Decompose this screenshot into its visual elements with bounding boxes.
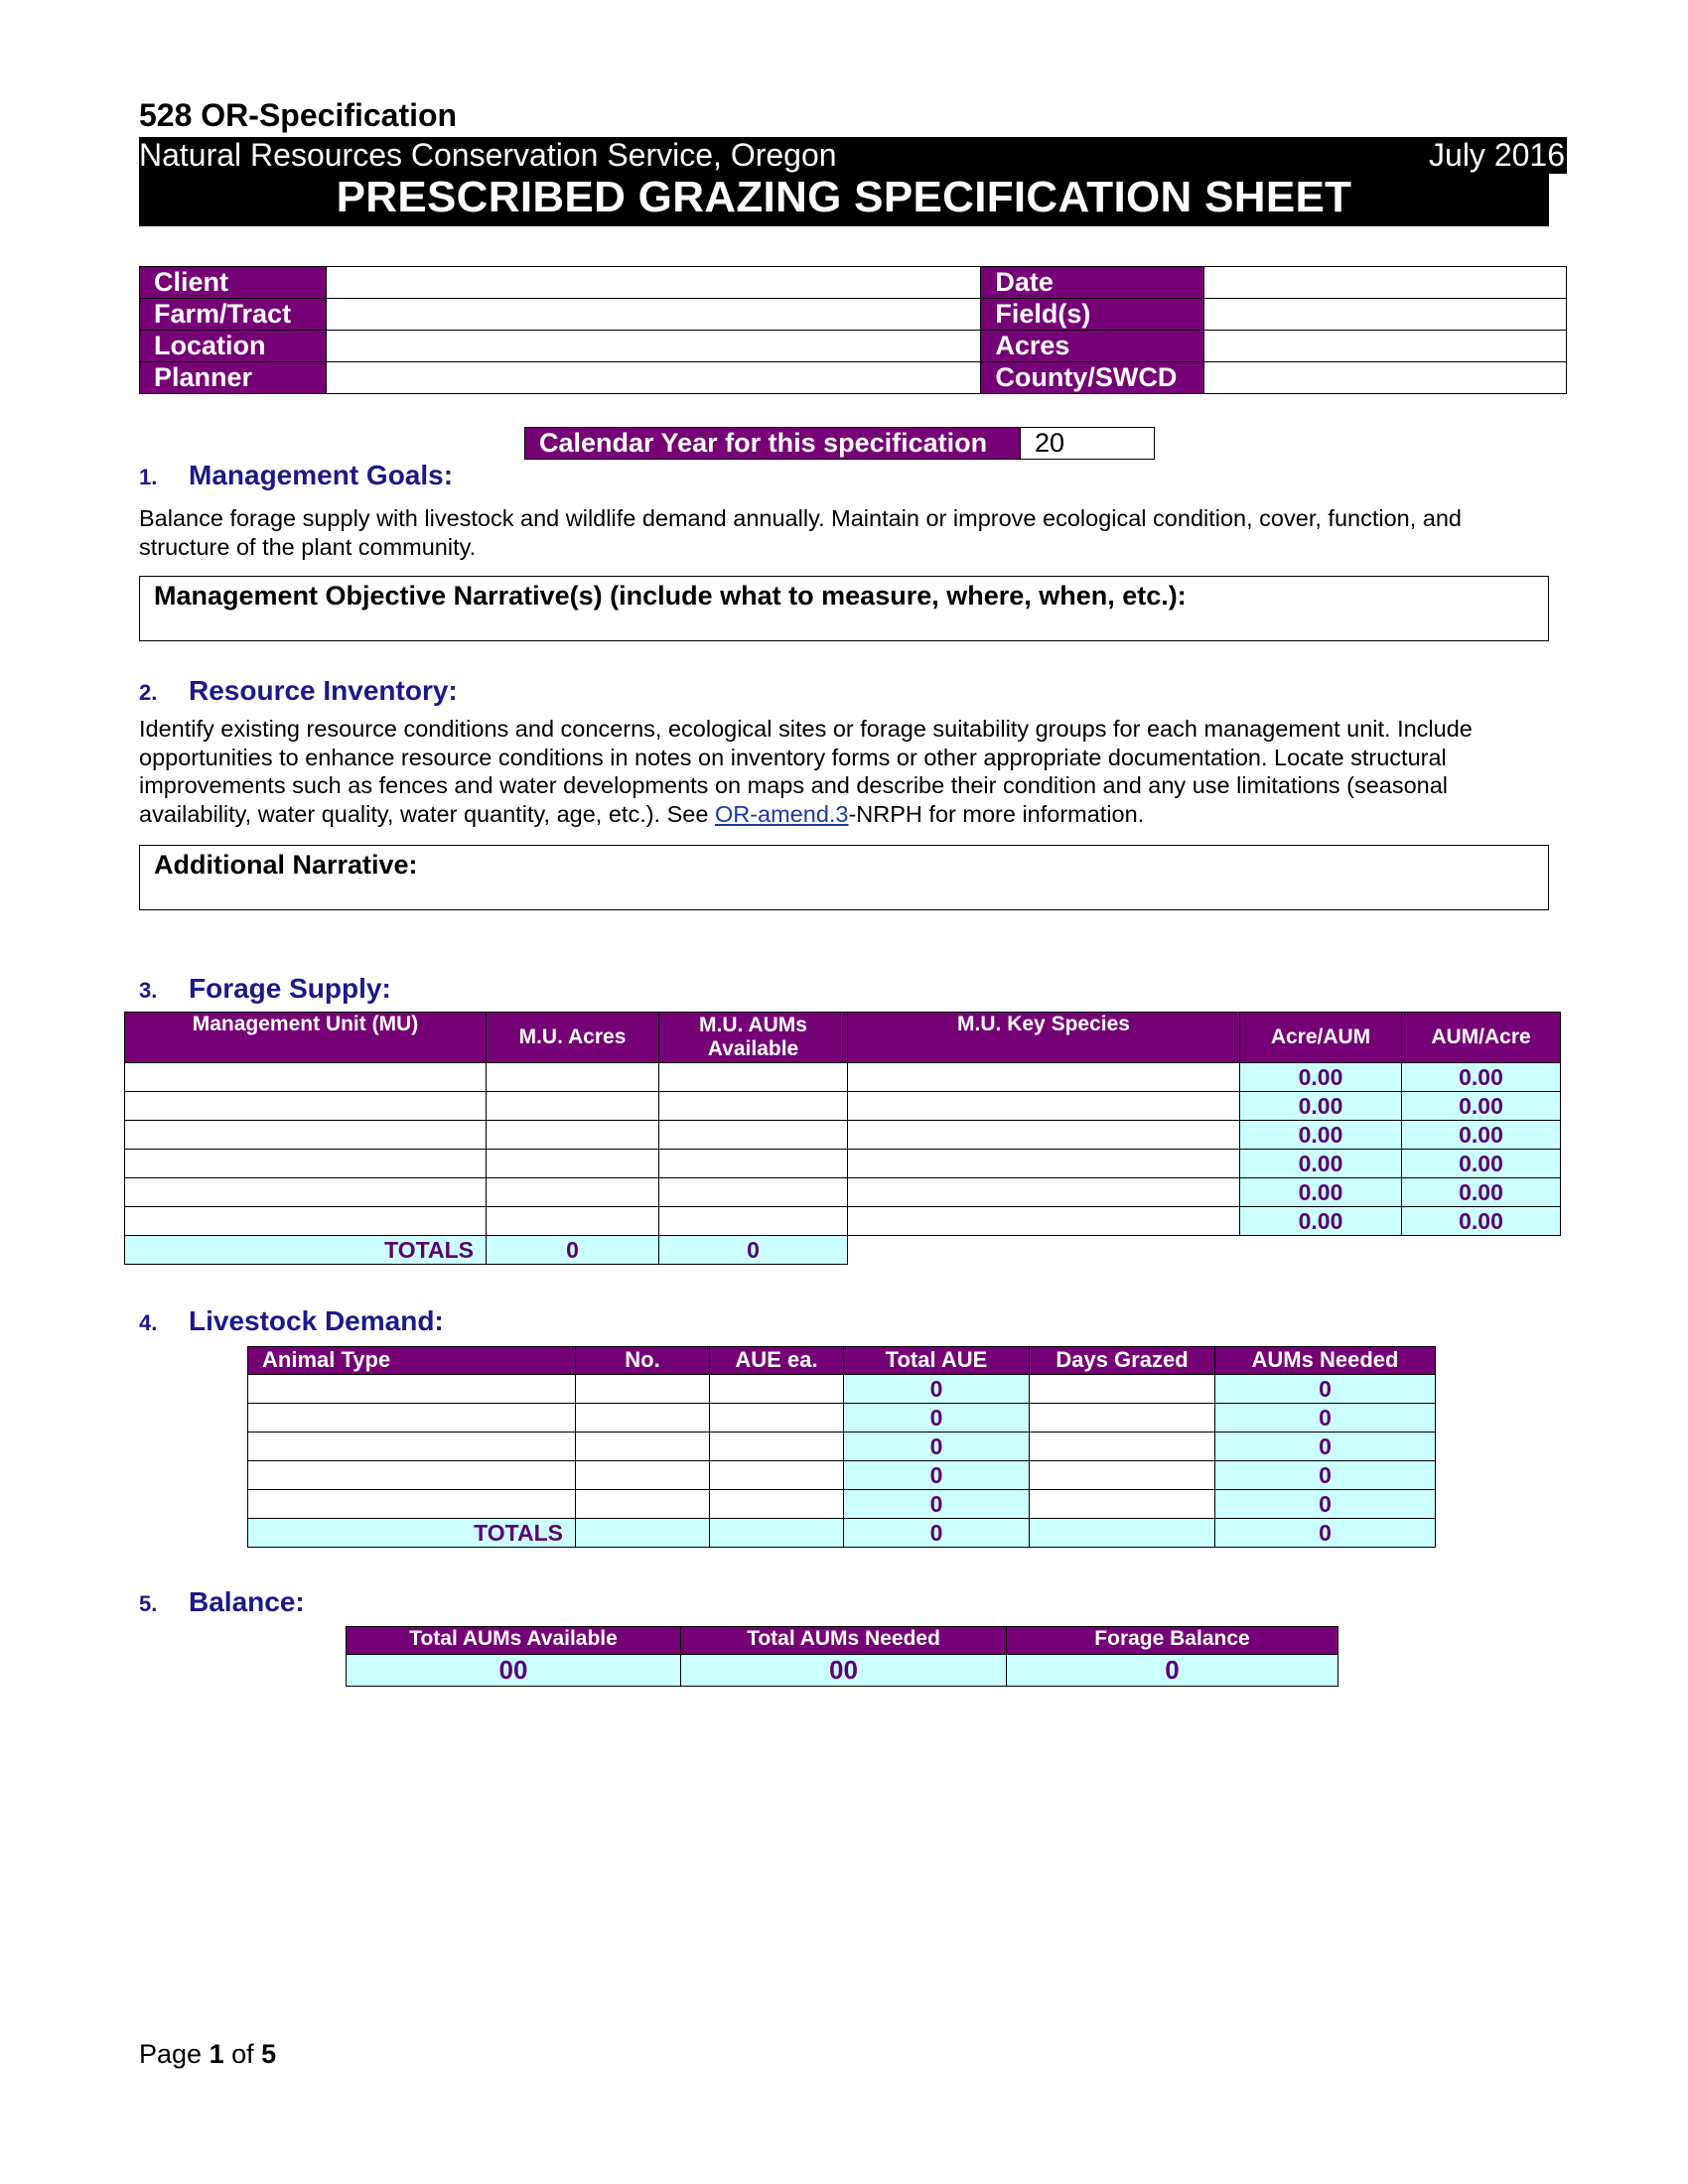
forage-balance-value: 0 <box>1007 1655 1338 1687</box>
total-aue-total-cell: 0 <box>844 1519 1030 1548</box>
empty-total-cell <box>710 1519 844 1548</box>
table-header-row <box>347 1627 1338 1655</box>
aum-acre-cell: 0.00 <box>1402 1063 1561 1092</box>
mu-aums-cell[interactable] <box>659 1121 848 1150</box>
info-row <box>140 331 1567 362</box>
page-title: PRESCRIBED GRAZING SPECIFICATION SHEET <box>336 173 1352 221</box>
totals-row <box>125 1236 1561 1265</box>
aum-acre-cell: 0.00 <box>1402 1150 1561 1178</box>
column-header: AUE ea. <box>710 1347 844 1375</box>
section-title: Forage Supply: <box>189 973 391 1004</box>
totals-label: TOTALS <box>125 1236 487 1265</box>
key-species-cell[interactable] <box>848 1063 1240 1092</box>
table-header-row <box>248 1347 1436 1375</box>
acre-aum-cell: 0.00 <box>1240 1150 1402 1178</box>
mu-aums-cell[interactable] <box>659 1178 848 1207</box>
mu-cell[interactable] <box>125 1207 487 1236</box>
page-number: 1 <box>209 2039 224 2069</box>
section-number: 5. <box>139 1591 158 1616</box>
revision-date: July 2016 <box>1429 137 1565 173</box>
total-aums-needed-value: 00 <box>681 1655 1007 1687</box>
column-header: No. <box>576 1347 710 1375</box>
table-row <box>248 1490 1436 1519</box>
number-cell[interactable] <box>576 1433 710 1461</box>
aue-each-cell[interactable] <box>710 1461 844 1490</box>
aums-needed-cell: 0 <box>1215 1461 1436 1490</box>
section-4-heading <box>139 1305 444 1336</box>
animal-type-cell[interactable] <box>248 1461 576 1490</box>
total-aue-cell: 0 <box>844 1375 1030 1404</box>
column-header: AUM/Acre <box>1402 1013 1561 1063</box>
resource-inventory-text-part: Identify existing resource conditions and concerns, ecological sites or forage suitability groups for each management unit. Include opportunities to enhance resource conditions in notes on inventory forms or other appropriate documentation. Locate structural improvements such as fences and water developments on maps and describe their condition and any use limitations (seasonal availability, water quality, water quantity, age, etc.). See <box>139 716 1473 827</box>
mu-acres-cell[interactable] <box>487 1063 659 1092</box>
resource-inventory-text-part: -NRPH for more information. <box>848 800 1145 827</box>
aums-needed-cell: 0 <box>1215 1375 1436 1404</box>
date-field[interactable] <box>1204 267 1567 299</box>
days-grazed-cell[interactable] <box>1030 1375 1215 1404</box>
table-header-row <box>125 1013 1561 1063</box>
mu-cell[interactable] <box>125 1178 487 1207</box>
column-header: Total AUMs Needed <box>681 1627 1007 1655</box>
table-row <box>125 1150 1561 1178</box>
number-cell[interactable] <box>576 1404 710 1433</box>
agency-name: Natural Resources Conservation Service, Oregon <box>139 137 837 173</box>
key-species-cell[interactable] <box>848 1121 1240 1150</box>
table-row <box>125 1207 1561 1236</box>
acre-aum-cell: 0.00 <box>1240 1207 1402 1236</box>
acres-label: Acres <box>981 331 1204 362</box>
total-aue-cell: 0 <box>844 1490 1030 1519</box>
section-number: 3. <box>139 978 158 1003</box>
info-row <box>140 362 1567 394</box>
column-header: M.U. AUMs Available <box>659 1013 848 1063</box>
days-grazed-cell[interactable] <box>1030 1404 1215 1433</box>
table-row <box>125 1121 1561 1150</box>
mu-aums-cell[interactable] <box>659 1092 848 1121</box>
animal-type-cell[interactable] <box>248 1375 576 1404</box>
client-label: Client <box>140 267 327 299</box>
total-aue-cell: 0 <box>844 1461 1030 1490</box>
days-grazed-cell[interactable] <box>1030 1433 1215 1461</box>
number-cell[interactable] <box>576 1490 710 1519</box>
date-label: Date <box>981 267 1204 299</box>
table-row <box>248 1433 1436 1461</box>
mu-cell[interactable] <box>125 1092 487 1121</box>
document-id: 528 OR-Specification <box>139 97 458 133</box>
number-cell[interactable] <box>576 1375 710 1404</box>
aum-acre-cell: 0.00 <box>1402 1178 1561 1207</box>
mu-acres-cell[interactable] <box>487 1150 659 1178</box>
section-2-heading <box>139 675 458 706</box>
total-aums-cell: 0 <box>659 1236 848 1265</box>
table-row <box>125 1092 1561 1121</box>
aum-acre-cell: 0.00 <box>1402 1207 1561 1236</box>
section-1-heading <box>139 460 454 490</box>
aums-needed-cell: 0 <box>1215 1404 1436 1433</box>
column-header: Forage Balance <box>1007 1627 1338 1655</box>
key-species-cell[interactable] <box>848 1092 1240 1121</box>
location-label: Location <box>140 331 327 362</box>
totals-row <box>248 1519 1436 1548</box>
total-aue-cell: 0 <box>844 1404 1030 1433</box>
total-aue-cell: 0 <box>844 1433 1030 1461</box>
section-title: Livestock Demand: <box>189 1305 444 1336</box>
key-species-cell[interactable] <box>848 1207 1240 1236</box>
column-header: Animal Type <box>248 1347 576 1375</box>
page-footer <box>139 2039 276 2070</box>
empty-total-cell <box>1030 1519 1215 1548</box>
page-prefix: Page <box>139 2039 210 2069</box>
total-acres-cell: 0 <box>487 1236 659 1265</box>
empty-cell <box>1240 1236 1402 1265</box>
county-swcd-field[interactable] <box>1204 362 1567 394</box>
acre-aum-cell: 0.00 <box>1240 1121 1402 1150</box>
table-row <box>248 1375 1436 1404</box>
empty-cell <box>1402 1236 1561 1265</box>
section-title: Balance: <box>189 1586 305 1617</box>
column-header: Management Unit (MU) <box>125 1013 487 1063</box>
aue-each-cell[interactable] <box>710 1375 844 1404</box>
animal-type-cell[interactable] <box>248 1433 576 1461</box>
table-row <box>248 1404 1436 1433</box>
section-5-heading <box>139 1586 305 1617</box>
section-number: 4. <box>139 1310 158 1335</box>
totals-label: TOTALS <box>248 1519 576 1548</box>
fields-label: Field(s) <box>981 299 1204 331</box>
aum-acre-cell: 0.00 <box>1402 1121 1561 1150</box>
fields-field[interactable] <box>1204 299 1567 331</box>
page-total: 5 <box>261 2039 277 2069</box>
mu-cell[interactable] <box>125 1150 487 1178</box>
management-objective-label: Management Objective Narrative(s) (include what to measure, where, when, etc.): <box>154 581 1187 611</box>
empty-total-cell <box>576 1519 710 1548</box>
key-species-cell[interactable] <box>848 1178 1240 1207</box>
empty-cell <box>848 1236 1240 1265</box>
section-title: Management Goals: <box>189 460 454 490</box>
balance-table <box>346 1626 1338 1687</box>
header-banner <box>139 137 1565 226</box>
column-header: Acre/AUM <box>1240 1013 1402 1063</box>
additional-narrative-label: Additional Narrative: <box>154 850 418 880</box>
aums-needed-cell: 0 <box>1215 1433 1436 1461</box>
mu-aums-cell[interactable] <box>659 1207 848 1236</box>
column-header: AUMs Needed <box>1215 1347 1436 1375</box>
table-row <box>125 1063 1561 1092</box>
info-row <box>140 299 1567 331</box>
column-header: Days Grazed <box>1030 1347 1215 1375</box>
farm-tract-label: Farm/Tract <box>140 299 327 331</box>
days-grazed-cell[interactable] <box>1030 1461 1215 1490</box>
aums-needed-total-cell: 0 <box>1215 1519 1436 1548</box>
mu-aums-cell[interactable] <box>659 1063 848 1092</box>
section-number: 2. <box>139 680 158 705</box>
table-row <box>248 1461 1436 1490</box>
client-info-table <box>139 266 1567 394</box>
column-header: M.U. Key Species <box>848 1013 1240 1063</box>
section-number: 1. <box>139 465 158 489</box>
aums-needed-cell: 0 <box>1215 1490 1436 1519</box>
mu-acres-cell[interactable] <box>487 1121 659 1150</box>
column-header: Total AUMs Available <box>347 1627 681 1655</box>
section-title: Resource Inventory: <box>189 675 458 706</box>
calendar-year-label: Calendar Year for this specification <box>525 428 1021 460</box>
mu-cell[interactable] <box>125 1063 487 1092</box>
acres-field[interactable] <box>1204 331 1567 362</box>
column-header: M.U. Acres <box>487 1013 659 1063</box>
table-row <box>125 1178 1561 1207</box>
animal-type-cell[interactable] <box>248 1404 576 1433</box>
calendar-year-field[interactable]: 20 <box>1021 428 1155 460</box>
aue-each-cell[interactable] <box>710 1490 844 1519</box>
farm-tract-field[interactable] <box>326 299 980 331</box>
column-header: Total AUE <box>844 1347 1030 1375</box>
aue-each-cell[interactable] <box>710 1404 844 1433</box>
acre-aum-cell: 0.00 <box>1240 1063 1402 1092</box>
key-species-cell[interactable] <box>848 1150 1240 1178</box>
page-of: of <box>223 2039 262 2069</box>
mu-cell[interactable] <box>125 1121 487 1150</box>
aue-each-cell[interactable] <box>710 1433 844 1461</box>
management-objective-box[interactable] <box>139 576 1549 641</box>
animal-type-cell[interactable] <box>248 1490 576 1519</box>
additional-narrative-box[interactable] <box>139 845 1549 910</box>
table-row <box>347 1655 1338 1687</box>
mu-aums-cell[interactable] <box>659 1150 848 1178</box>
resource-inventory-text <box>139 715 1549 828</box>
livestock-demand-table <box>247 1346 1436 1548</box>
acre-aum-cell: 0.00 <box>1240 1092 1402 1121</box>
aum-acre-cell: 0.00 <box>1402 1092 1561 1121</box>
acre-aum-cell: 0.00 <box>1240 1178 1402 1207</box>
total-aums-available-value: 00 <box>347 1655 681 1687</box>
county-swcd-label: County/SWCD <box>981 362 1204 394</box>
planner-label: Planner <box>140 362 327 394</box>
location-field[interactable] <box>326 331 980 362</box>
number-cell[interactable] <box>576 1461 710 1490</box>
mu-acres-cell[interactable] <box>487 1207 659 1236</box>
forage-supply-table <box>124 1012 1561 1265</box>
mu-acres-cell[interactable] <box>487 1092 659 1121</box>
client-field[interactable] <box>326 267 980 299</box>
planner-field[interactable] <box>326 362 980 394</box>
section-3-heading <box>139 973 391 1004</box>
info-row <box>140 267 1567 299</box>
or-amend-link[interactable]: OR-amend.3 <box>714 800 849 827</box>
management-goals-text: Balance forage supply with livestock and wildlife demand annually. Maintain or improve ecological condition, cover, function, and structure of the plant community. <box>139 505 1462 560</box>
days-grazed-cell[interactable] <box>1030 1490 1215 1519</box>
mu-acres-cell[interactable] <box>487 1178 659 1207</box>
calendar-year-table <box>524 427 1155 460</box>
